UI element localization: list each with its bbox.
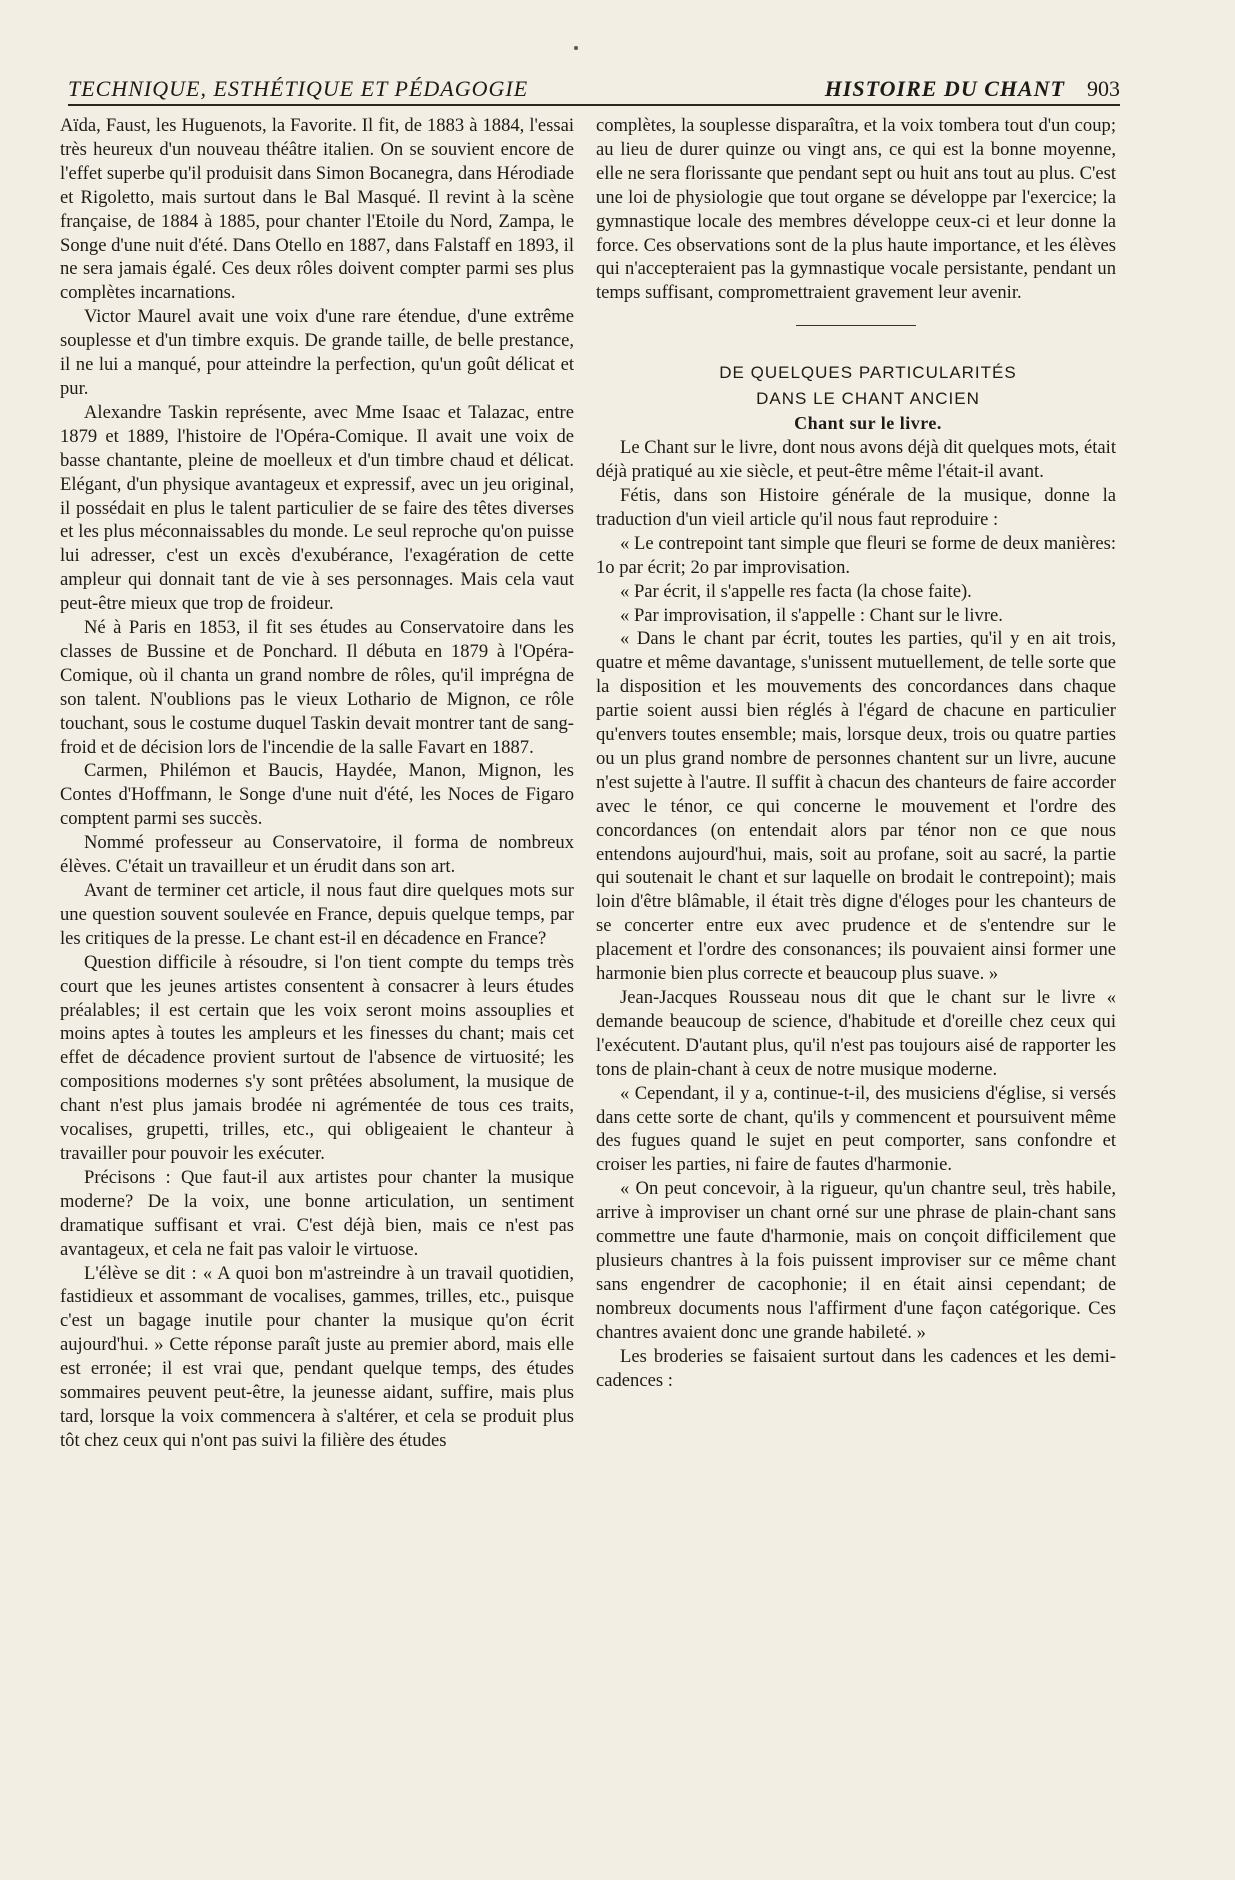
ink-dot (574, 46, 578, 50)
paragraph: « Le contrepoint tant simple que fleuri se forme de deux manières: 1o par écrit; 2o par improvisation. (596, 532, 1116, 578)
right-column (596, 114, 1116, 1840)
paragraph: Question difficile à résoudre, si l'on tient compte du temps très court que les jeunes artistes consentent à consacrer à leurs études préalables; il est certain que les voix seront moins assouplies et moins aptes à toutes les ampleurs et les finesses du chant; mais cet effet de décadence provient surtout de l'absence de virtuosité; les compositions modernes s'y sont prêtées absolument, la musique de chant n'est plus jamais brodée ni agrémentée de tous ces traits, vocalises, grupetti, trilles, etc., qui obligeaient le chanteur à travailler pour pouvoir les exécuter. (60, 951, 574, 1164)
paragraph: Fétis, dans son Histoire générale de la musique, donne la traduction d'un vieil article qu'il nous faut reproduire : (596, 484, 1116, 530)
section-title-line-1: DE QUELQUES PARTICULARITÉS (719, 363, 1017, 383)
paragraph: Le Chant sur le livre, dont nous avons déjà dit quelques mots, était déjà pratiqué au xie siècle, et peut-être même l'était-il avant. (596, 437, 1116, 483)
page-number: 903 (1087, 76, 1120, 101)
section-title-line-2: DANS LE CHANT ANCIEN (756, 389, 980, 409)
paragraph: Nommé professeur au Conservatoire, il forma de nombreux élèves. C'était un travailleur et un érudit dans son art. (60, 832, 574, 878)
paragraph: Jean-Jacques Rousseau nous dit que le chant sur le livre « demande beaucoup de science, d'habitude et d'oreille chez ceux qui l'exécutent. D'autant plus, qu'il n'est pas toujours aisé de rapporter les tons de plain-chant à ceux de notre musique moderne. (596, 987, 1116, 1080)
header-right-title: HISTOIRE DU CHANT (824, 76, 1065, 101)
paragraph: « Cependant, il y a, continue-t-il, des musiciens d'église, si versés dans cette sorte de chant, qu'ils y commencent et poursuivent même des fugues quand le sujet en peut comporter, sans confondre et croiser les parties, ni faire de fautes d'harmonie. (596, 1082, 1116, 1176)
header-right (825, 76, 1120, 102)
paragraph: complètes, la souplesse disparaîtra, et la voix tombera tout d'un coup; au lieu de durer quinze ou vingt ans, ce qui est la bonne moyenne, elle ne sera florissante que pendant sept ou huit ans tout au plus. C'est une loi de physiologie que tout organe se développe par l'exercice; la gymnastique locale des membres développe ceux-ci et leur donne la force. Ces observations sont de la plus haute importance, et les élèves qui n'accepteraient pas la gymnastique vocale persistante, pendant un temps suffisant, compromettraient gravement leur avenir. (596, 115, 1116, 304)
paragraph: Avant de terminer cet article, il nous faut dire quelques mots sur une question souvent soulevée en France, depuis quelque temps, par les critiques de la presse. Le chant est-il en décadence en France? (60, 880, 574, 949)
paragraph: « Par improvisation, il s'appelle : Chant sur le livre. (620, 604, 1003, 626)
paragraph: Les broderies se faisaient surtout dans les cadences et les demi-cadences : (596, 1345, 1116, 1391)
running-header (68, 70, 1120, 106)
paragraph: L'élève se dit : « A quoi bon m'astreindre à un travail quotidien, fastidieux et assommant de vocalises, gammes, trilles, etc., puisque c'est un bagage inutile pour chanter la musique qu'on écrit aujourd'hui. » Cette réponse paraît juste au premier abord, mais elle est erronée; il est vrai que, pendant quelque temps, des études sommaires peuvent peut-être, la jeunesse aidant, suffire, mais plus tard, lorsque la voix commencera à s'altérer, et cela se produit plus tôt chez ceux qui n'ont pas suivi la filière des études (60, 1262, 574, 1451)
paragraph: « On peut concevoir, à la rigueur, qu'un chantre seul, très habile, arrive à improviser un chant orné sur une phrase de plain-chant sans commettre une faute d'harmonie, mais on conçoit difficilement que plusieurs chantres à la fois puissent improviser sur ce même chant sans engendrer de cacophonie; il en était ainsi cependant; de nombreux documents nous l'affirment d'une façon catégorique. Ces chantres avaient donc une grande habileté. » (596, 1178, 1116, 1343)
paragraph: Victor Maurel avait une voix d'une rare étendue, d'une extrême souplesse et d'un timbre exquis. De grande taille, de belle prestance, il ne lui a manqué, pour atteindre la perfection, qu'un goût délicat et pur. (60, 306, 574, 399)
header-left-title: TECHNIQUE, ESTHÉTIQUE ET PÉDAGOGIE (68, 76, 529, 101)
paragraph: « Dans le chant par écrit, toutes les parties, qu'il y en ait trois, quatre et même davantage, s'unissent mutuellement, de telle sorte que la disposition et les mouvements des concordances dans chaque partie soient aussi bien réglés à l'égard de chacune en particulier qu'envers toutes ensemble; mais, lorsque deux, trois ou quatre parties ou un plus grand nombre de personnes chantent sur un livre, aucune n'est sujette à l'autre. Il suffit à chacun des chanteurs de faire accorder avec le ténor, ce qui concerne le mouvement et l'ordre des concordances (on entendait alors par ténor non ce que nous entendons aujourd'hui, mais, soit au profane, soit au sacré, la partie qui soutenait le chant et sur laquelle on brodait le contrepoint); mais loin d'être blâmable, il était très digne d'éloges pour les chanteurs de se concerter entre eux avec prudence et de s'entendre sur le placement et l'ordre des consonances; ils pouvaient ainsi former une harmonie bien plus correcte et beaucoup plus suave. » (596, 628, 1116, 985)
left-column (60, 114, 574, 1840)
section-subtitle: Chant sur le livre. (794, 413, 942, 434)
section-divider (796, 325, 916, 326)
paragraph: Précisons : Que faut-il aux artistes pour chanter la musique moderne? De la voix, une bonne articulation, un sentiment dramatique suffisant et vrai. C'est déjà bien, mais ce n'est pas avantageux, et cela ne fait pas valoir le virtuose. (60, 1166, 574, 1260)
paragraph: Aïda, Faust, les Huguenots, la Favorite. Il fit, de 1883 à 1884, l'essai très heureux d'un nouveau théâtre italien. On se souvient encore de l'effet superbe qu'il produisit dans Simon Bocanegra, dans Hérodiade et Rigoletto, mais surtout dans le Bal Masqué. Il revint à la scène française, de 1884 à 1885, pour chanter l'Etoile du Nord, Zampa, le Songe d'une nuit d'été. Dans Otello en 1887, dans Falstaff en 1893, il ne sera jamais égalé. Ces deux rôles doivent compter parmi ses plus complètes incarnations. (60, 115, 574, 304)
paragraph: « Par écrit, il s'appelle res facta (la chose faite). (620, 580, 972, 602)
paragraph: Carmen, Philémon et Baucis, Haydée, Manon, Mignon, les Contes d'Hoffmann, le Songe d'une nuit d'été, les Noces de Figaro comptent parmi ses succès. (60, 760, 574, 830)
paragraph: Né à Paris en 1853, il fit ses études au Conservatoire dans les classes de Bussine et de Ponchard. Il débuta en 1879 à l'Opéra-Comique, où il chanta un grand nombre de rôles, qu'il imprégna de son talent. N'oublions pas le vieux Lothario de Mignon, ce rôle touchant, sous le costume duquel Taskin devait montrer tant de sang-froid et de décision lors de l'incendie de la salle Favart en 1887. (60, 617, 574, 758)
paragraph: Alexandre Taskin représente, avec Mme Isaac et Talazac, entre 1879 et 1889, l'histoire de l'Opéra-Comique. Il avait une voix de basse chantante, pleine de moelleux et d'un timbre chaud et délicat. Elégant, d'un physique avantageux et expressif, avec un jeu original, il possédait en plus le talent particulier de se faire des têtes diverses et les plus méconnaissables du monde. Le seul reproche qu'on puisse lui adresser, c'est un excès d'exubérance, l'exagération de cette ampleur qui donnait tant de vie à ses personnages. Mais cela vaut peut-être mieux que trop de froideur. (60, 401, 574, 615)
